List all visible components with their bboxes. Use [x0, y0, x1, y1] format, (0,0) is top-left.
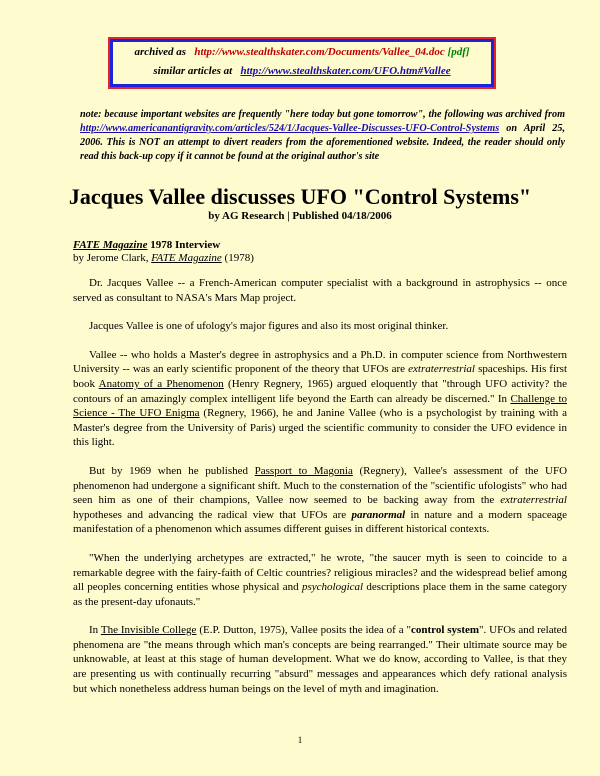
article-body [73, 276, 567, 710]
archive-header-box [108, 37, 496, 89]
book-title-challenge: Challenge to Science - The UFO Enigma [73, 392, 567, 420]
interview-header [73, 239, 254, 265]
archive-note [80, 108, 565, 164]
article-byline: by AG Research | Published 04/18/2006 [208, 210, 392, 222]
note-lead-text: note: because important websites are frequently "here today but gone tomorrow", the following was archived from [80, 109, 565, 120]
pdf-link[interactable]: [pdf] [447, 46, 470, 58]
magazine-name: FATE Magazine [73, 239, 148, 251]
book-title-anatomy: Anatomy of a Phenomenon [98, 377, 224, 390]
archived-as-line [110, 46, 494, 58]
page-number: 1 [297, 735, 303, 745]
paragraph-5: "When the underlying archetypes are extracted," he wrote, "the saucer myth is seen to coincide to a remarkable degree with the fairy-faith of Celtic countries? religious miracles? and the widespread belief among all peoples concerning entities whose physical and psychological descriptions place them in the same category as the present-day ufonauts." [73, 551, 568, 608]
book-title-passport: Passport to Magonia [254, 464, 353, 477]
author-prefix: by Jerome Clark, [73, 252, 149, 264]
similar-articles-line [110, 65, 494, 77]
source-url-link[interactable]: http://www.americanantigravity.com/articles/524/1/Jacques-Vallee-Discusses-UFO-Control-Systems [80, 123, 500, 134]
similar-label: similar articles at [153, 65, 233, 77]
article-title: Jacques Vallee discusses UFO "Control Systems" [68, 184, 532, 209]
paragraph-4: But by 1969 when he published Passport to Magonia (Regnery), Vallee's assessment of the UFO phenomenon had undergone a significant shift. Much to the consternation of the "scientific ufologists" who had seen him as one of their champions, Vallee now seemed to be backing away from the extraterrestrial hypotheses and advancing the radical view that UFOs are paranormal in nature and a modern spaceage manifestation of a phenomenon which assumes different guises in different historical contexts. [73, 464, 568, 536]
archived-label: archived as [134, 46, 187, 58]
author-magazine: FATE Magazine [151, 252, 222, 264]
paragraph-3: Vallee -- who holds a Master's degree in astrophysics and a Ph.D. in computer science from Northwestern University -- was an early scientific proponent of the theory that UFOs are extraterrestrial spaceships. His first book Anatomy of a Phenomenon (Henry Regnery, 1965) argued eloquently that "through UFO activity? the contours of an amazingly complex intelligent life beyond the Earth can already be discerned." In Challenge to Science - The UFO Enigma (Regnery, 1966), he and Janine Vallee (who is a psychologist by training with a Master's degree from the University of Paris) urged the scientific community to consider the UFO evidence in this light. [73, 348, 568, 449]
paragraph-6: In The Invisible College (E.P. Dutton, 1975), Vallee posits the idea of a "control system". UFOs and related phenomena are "the means through which man's concepts are being rearranged." Their ultimate source may be unknowable, at least at this stage of human development. What we do know, according to Vallee, is that they are presenting us with continually recurring "absurd" messages and appearances which defy rational analysis but which nonetheless address human beings on the level of myth and imagination. [73, 624, 568, 695]
interview-label: 1978 Interview [150, 239, 221, 251]
book-title-invisible-college: The Invisible College [100, 624, 197, 637]
similar-articles-link[interactable]: http://www.stealthskater.com/UFO.htm#Vallee [240, 65, 451, 77]
paragraph-1: Dr. Jacques Vallee -- a French-American computer specialist with a background in astrophysics -- once served as consultant to NASA's Mars Map project. [73, 277, 567, 304]
paragraph-2: Jacques Vallee is one of ufology's major figures and also its most original thinker. [89, 320, 449, 333]
note-tail-text: on April 25, 2006. This is NOT an attempt to divert readers from the aforementioned website. Indeed, the reader should only read this back-up copy if it cannot be found at the original author's site [80, 123, 565, 162]
archived-url-link[interactable]: http://www.stealthskater.com/Documents/Vallee_04.doc [194, 46, 445, 58]
author-year: (1978) [224, 252, 254, 264]
